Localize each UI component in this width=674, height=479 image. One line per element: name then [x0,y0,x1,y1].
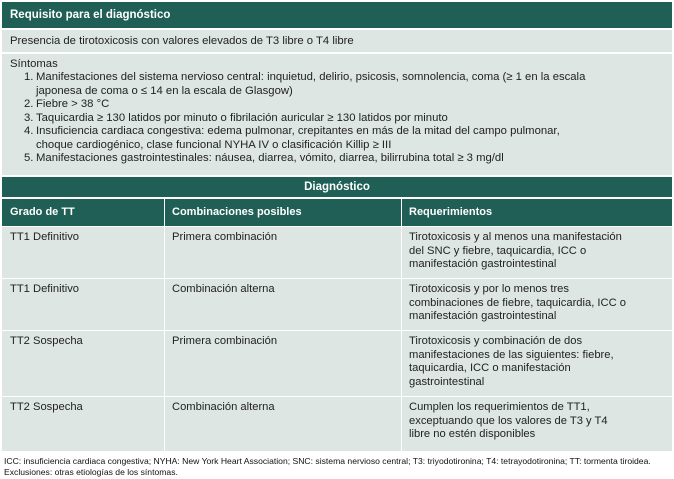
sintomas-list [10,71,672,166]
col-header-requerimientos: Requerimientos [409,206,493,218]
sintoma-item: 1. Manifestaciones del sistema nervioso central: inquietud, delirio, psicosis, somnolencia, coma (≥ 1 en la escala japonesa de coma o ≤ 14 en la escala de Glasgow) [24,71,586,97]
col-header-grado: Grado de TT [10,206,75,218]
requisito-header: Requisito para el diagnóstico [2,2,672,28]
sintoma-item: 3. Taquicardia ≥ 130 latidos por minuto o fibrilación auricular ≥ 130 latidos por minuto [24,111,448,124]
requisito-text: Presencia de tirotoxicosis con valores elevados de T3 libre o T4 libre [2,30,672,52]
column-headers [2,199,672,226]
cell-requerimientos: Tirotoxicosis y combinación de dos manifestaciones de las siguientes: fiebre, taquicardia, ICC o manifestación gastrointestinal [409,335,614,388]
cell-requerimientos: Cumplen los requerimientos de TT1, exceptuando que los valores de T3 y T4 libre no estén disponibles [409,401,608,440]
cell-combinacion: Primera combinación [172,335,278,347]
cell-grado: TT1 Definitivo [10,231,80,243]
table-row [2,226,672,278]
cell-grado: TT1 Definitivo [10,283,80,295]
sintoma-item: 4. Insuficiencia cardiaca congestiva: edema pulmonar, crepitantes en más de la mitad del campo pulmonar, choque cardiogénico, clase funcional NYHA IV o clasificación Killip ≥ III [24,125,560,151]
cell-combinacion: Primera combinación [172,231,278,243]
cell-combinacion: Combinación alterna [172,283,275,295]
col-divider [401,199,402,226]
col-divider [164,199,165,226]
sintomas-title: Síntomas [10,58,58,70]
cell-combinacion: Combinación alterna [172,401,275,413]
sintoma-item: 5. Manifestaciones gastrointestinales: náusea, diarrea, vómito, diarrea, bilirrubina total ≥ 3 mg/dl [24,152,504,164]
footnote-abbreviations: ICC: insuficiencia cardiaca congestiva; NYHA: New York Heart Association; SNC: sistema nervioso central; T3: triyodotironina; T4: tetrayodotironina; TT: tormenta tiroidea. [4,456,651,466]
table-row [2,330,672,396]
diagnostico-header: Diagnóstico [2,177,672,197]
cell-requerimientos: Tirotoxicosis y por lo menos tres combinaciones de fiebre, taquicardia, ICC o manifestación gastrointestinal [409,283,627,322]
cell-requerimientos: Tirotoxicosis y al menos una manifestación del SNC y fiebre, taquicardia, ICC o manifestación gastrointestinal [409,231,622,270]
footnote-exclusions: Exclusiones: otras etiologías de los síntomas. [4,467,178,477]
cell-grado: TT2 Sospecha [10,401,83,413]
cell-grado: TT2 Sospecha [10,335,83,347]
diagnostico-table-body [2,226,672,451]
table-row [2,396,672,451]
col-header-combinaciones: Combinaciones posibles [172,206,302,218]
sintoma-item: 2. Fiebre > 38 °C [24,98,110,110]
table-row [2,278,672,330]
sintomas-section [2,54,672,175]
footnote [4,456,672,478]
